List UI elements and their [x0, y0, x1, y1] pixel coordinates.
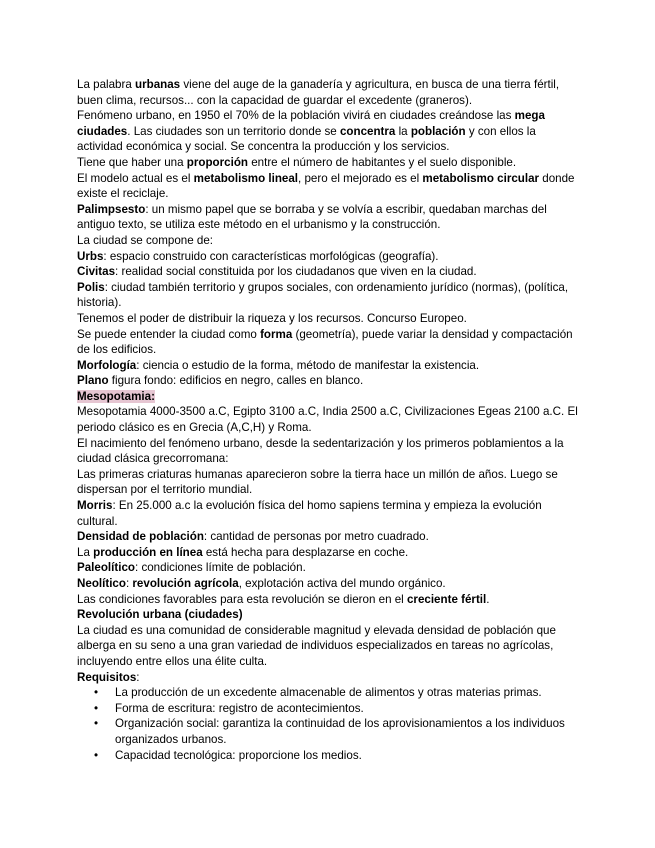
paragraph [77, 545, 582, 561]
bold-term: forma [260, 327, 293, 341]
paragraph [77, 249, 582, 265]
text-run: Las primeras criaturas humanas aparecieron sobre la tierra hace un millón de años. Luego se dispersan por el territorio mundial. [77, 467, 558, 497]
text-run: La ciudad se compone de: [77, 233, 214, 247]
paragraph [77, 171, 582, 202]
bold-term: urbanas [135, 78, 181, 91]
bold-term: Morfología [77, 358, 137, 372]
text-run: La palabra [77, 78, 136, 91]
bold-term: Palimpsesto [77, 202, 146, 216]
paragraph [77, 576, 582, 592]
paragraph [77, 327, 582, 358]
text-run: Fenómeno urbano, en 1950 el 70% de la población vivirá en ciudades creándose las [77, 109, 515, 123]
bold-term: mega ciudades [77, 109, 545, 138]
bold-term: Mesopotamia: [77, 389, 155, 403]
bold-term: Morris [77, 499, 113, 513]
paragraph [77, 436, 582, 467]
bold-term: Polis [77, 280, 105, 294]
bold-term: Civitas [77, 265, 116, 279]
paragraph [77, 623, 582, 670]
list-item: • Forma de escritura: registro de acontecimientos. [77, 701, 582, 717]
text-run: (geometría), puede variar la densidad y compactación de los edificios. [77, 327, 573, 357]
bold-term: metabolismo lineal [193, 171, 299, 185]
text-run: , pero el mejorado es el [298, 171, 423, 185]
paragraph [77, 529, 582, 545]
list-item: • La producción de un excedente almacenable de alimentos y otras materias primas. [77, 685, 582, 701]
bold-term: Densidad de población [77, 530, 204, 544]
text-run: está hecha para desplazarse en coche. [202, 545, 409, 559]
text-run: La ciudad es una comunidad de considerable magnitud y elevada densidad de población que alberga en su seno a una gran variedad de individuos especializados en tareas no agrícolas, incluyendo entre ellos una élite culta. [77, 623, 556, 668]
bold-term: Revolución urbana (ciudades) [77, 608, 243, 622]
paragraph [77, 358, 582, 374]
text-run: : [125, 577, 133, 590]
text-run: : un mismo papel que se borraba y se volvía a escribir, quedaban marchas del antiguo texto, se utiliza este método en el urbanismo y la construcción. [77, 202, 547, 232]
text-run: : realidad social constituida por los ciudadanos que viven en la ciudad. [115, 265, 477, 279]
text-run: la [395, 124, 411, 138]
bold-term: concentra [339, 124, 396, 138]
text-run: : ciudad también territorio y grupos sociales, con ordenamiento jurídico (normas), (política, historia). [77, 280, 569, 310]
bold-term: proporción [186, 155, 248, 169]
text-run: viene del auge de la ganadería y agricultura, en busca de una tierra fértil, buen clima, recursos... con la capacidad de guardar el excedente (graneros). [77, 78, 560, 107]
text-run: Mesopotamia 4000-3500 a.C, Egipto 3100 a.C, India 2500 a.C, Civilizaciones Egeas 2100 a.C. El periodo clásico es en Grecia (A,C,H) y Roma. [77, 405, 578, 435]
text-run: Se puede entender la ciudad como [77, 327, 261, 341]
text-run: : [136, 670, 140, 684]
document-body [77, 77, 582, 763]
text-run: . [486, 592, 490, 606]
text-run: figura fondo: edificios en negro, calles en blanco. [108, 374, 364, 388]
paragraph [77, 467, 582, 498]
paragraph [77, 592, 582, 608]
paragraph [77, 155, 582, 171]
paragraph [77, 389, 582, 405]
paragraph [77, 233, 582, 249]
text-run: La [77, 545, 94, 559]
paragraph [77, 498, 582, 529]
list-item: • Organización social: garantiza la continuidad de los aprovisionamientos a los individuos organizados urbanos. [77, 716, 582, 747]
text-run: entre el número de habitantes y el suelo disponible. [247, 155, 517, 169]
text-run: : cantidad de personas por metro cuadrado. [203, 530, 429, 544]
text-run: : ciencia o estudio de la forma, método de manifestar la existencia. [136, 358, 480, 372]
paragraph [77, 108, 582, 155]
paragraph [77, 373, 582, 389]
text-run: : condiciones límite de población. [135, 561, 306, 575]
paragraph [77, 670, 582, 686]
paragraph [77, 404, 582, 435]
text-run: Tiene que haber una [77, 155, 187, 169]
text-run: El nacimiento del fenómeno urbano, desde la sedentarización y los primeros poblamientos a la ciudad clásica grecorromana: [77, 436, 564, 466]
text-run: : En 25.000 a.c la evolución física del homo sapiens termina y empieza la evolución cultural. [77, 499, 542, 528]
list-item: • Capacidad tecnológica: proporcione los medios. [77, 748, 582, 764]
paragraph-list [77, 77, 582, 685]
bold-term: creciente fértil [406, 592, 487, 606]
text-run: El modelo actual es el [77, 171, 194, 185]
paragraph [77, 202, 582, 233]
requirements-list [77, 685, 582, 763]
paragraph [77, 311, 582, 327]
text-run: y con ellos la actividad económica y social. Se concentra la producción y los servicios. [77, 124, 536, 154]
paragraph [77, 77, 582, 108]
text-run: Tenemos el poder de distribuir la riqueza y los recursos. Concurso Europeo. [77, 311, 467, 325]
bold-term: Requisitos [77, 670, 137, 684]
bold-term: producción en línea [93, 545, 203, 559]
text-run: : espacio construido con características morfológicas (geografía). [103, 249, 439, 263]
bold-term: metabolismo circular [422, 171, 540, 185]
paragraph [77, 560, 582, 576]
text-run: donde existe el reciclaje. [77, 171, 575, 201]
bold-term: Neolítico [77, 577, 126, 590]
text-run: . Las ciudades son un territorio donde se [127, 124, 340, 138]
bold-term: Urbs [77, 249, 104, 263]
bold-term: Paleolítico [77, 561, 135, 575]
paragraph [77, 607, 582, 623]
bold-term: Plano [77, 374, 109, 388]
bold-term: población [410, 124, 466, 138]
paragraph [77, 264, 582, 280]
text-run: , explotación activa del mundo orgánico. [238, 577, 446, 590]
bold-term: revolución agrícola [132, 577, 239, 590]
paragraph [77, 280, 582, 311]
text-run: Las condiciones favorables para esta revolución se dieron en el [77, 592, 407, 606]
